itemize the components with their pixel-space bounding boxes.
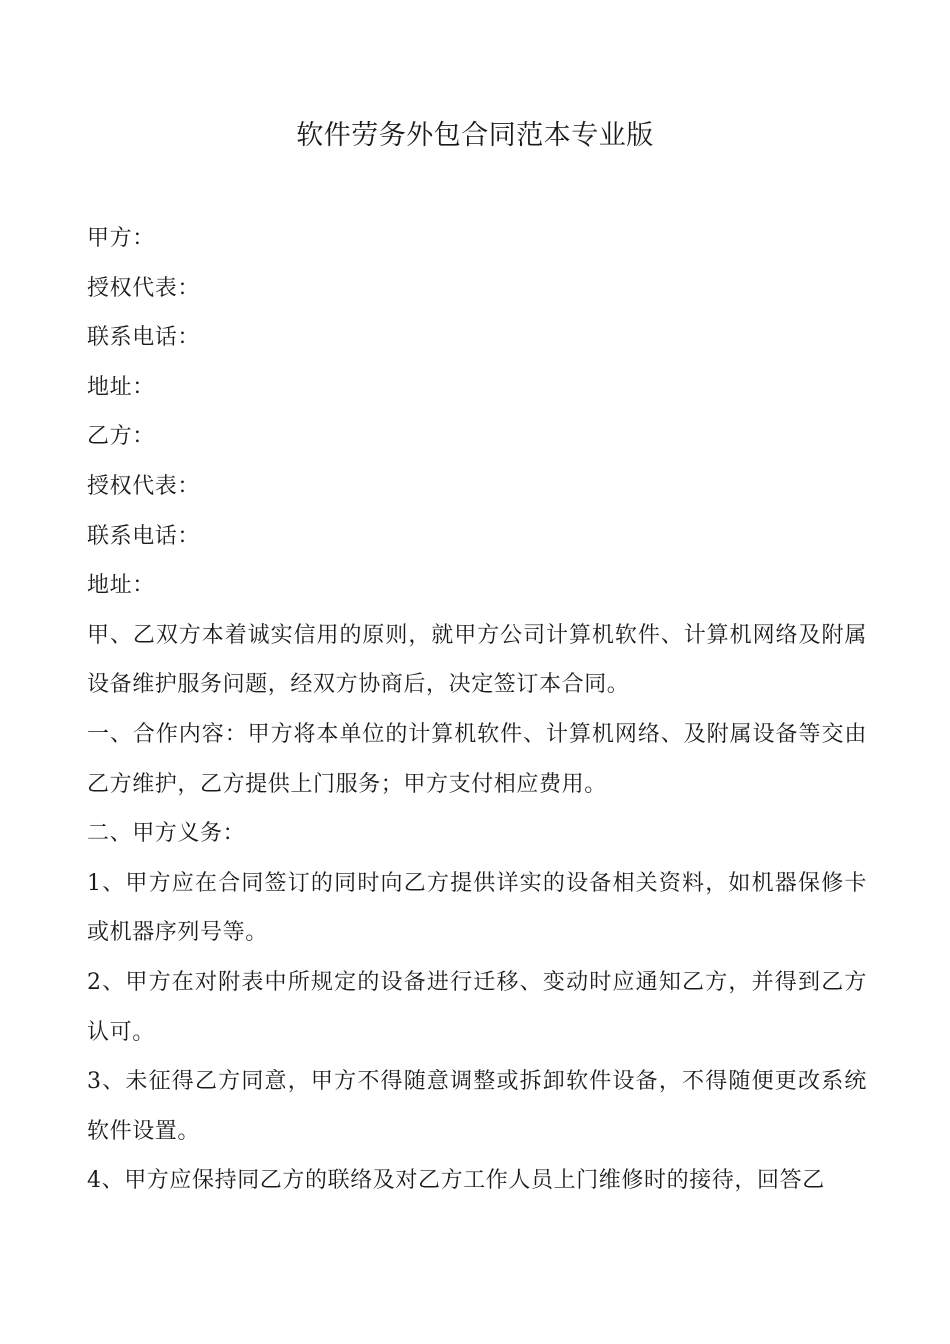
party-b-representative: 授权代表： [87,473,201,499]
clause-4: 4、甲方应保持同乙方的联络及对乙方工作人员上门维修时的接待，回答乙 [87,1168,825,1194]
party-a-phone: 联系电话： [87,325,201,351]
document-body [87,214,867,1206]
section-cooperation-content: 一、合作内容：甲方将本单位的计算机软件、计算机网络、及附属设备等交由乙方维护，乙方提供上门服务；甲方支付相应费用。 [87,721,867,797]
clause-3: 3、未征得乙方同意，甲方不得随意调整或拆卸软件设备，不得随便更改系统软件设置。 [87,1069,867,1144]
section-party-a-obligations: 二、甲方义务： [87,821,246,847]
party-a-representative: 授权代表： [87,275,201,301]
party-b-label: 乙方： [87,424,155,450]
clause-2: 2、甲方在对附表中所规定的设备进行迁移、变动时应通知乙方，并得到乙方认可。 [87,969,867,1045]
preamble-paragraph: 甲、乙双方本着诚实信用的原则，就甲方公司计算机软件、计算机网络及附属设备维护服务问题，经双方协商后，决定签订本合同。 [87,622,867,698]
party-a-label: 甲方： [87,226,155,251]
party-a-address: 地址： [87,374,155,400]
clause-1: 1、甲方应在合同签订的同时向乙方提供详实的设备相关资料，如机器保修卡或机器序列号等。 [87,870,867,946]
party-b-address: 地址： [87,573,155,599]
document-title: 软件劳务外包合同范本专业版 [296,120,654,151]
party-b-phone: 联系电话： [87,523,201,549]
